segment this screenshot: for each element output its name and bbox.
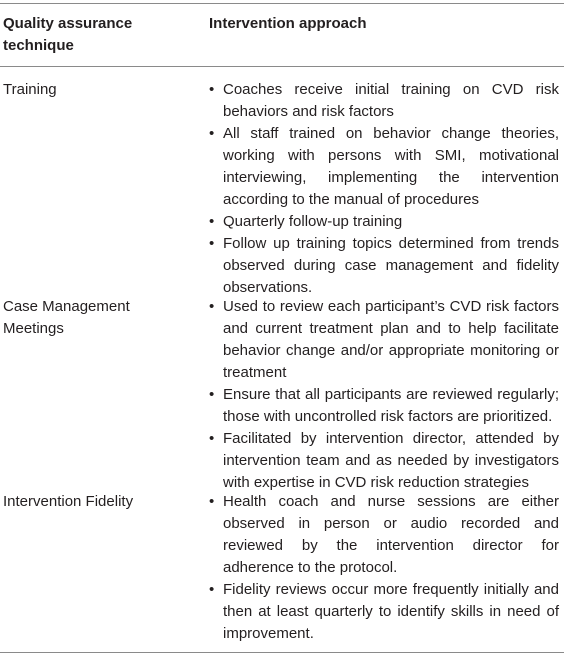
header-approach: Intervention approach xyxy=(209,15,367,32)
header-technique: Quality assurance technique xyxy=(3,15,133,54)
approach-list-training xyxy=(209,79,559,299)
list-item: • Follow up training topics determined from trends observed during case management and fidelity observations. xyxy=(209,233,559,299)
table-bottom-rule xyxy=(0,652,564,653)
technique-training: Training xyxy=(3,81,57,98)
list-item: • Coaches receive initial training on CVD risk behaviors and risk factors xyxy=(209,79,559,123)
list-item: • Ensure that all participants are reviewed regularly; those with uncontrolled risk factors are prioritized. xyxy=(209,384,559,428)
approach-list-intervention-fidelity xyxy=(209,491,559,645)
technique-case-management: Case Management Meetings xyxy=(3,298,130,337)
approach-list-case-management xyxy=(209,296,559,494)
list-item: • Facilitated by intervention director, attended by intervention team and as needed by investigators with expertise in CVD risk reduction strategies xyxy=(209,428,559,494)
technique-intervention-fidelity: Intervention Fidelity xyxy=(3,493,134,510)
list-item: • Health coach and nurse sessions are either observed in person or audio recorded and reviewed by the intervention director for adherence to the protocol. xyxy=(209,491,559,579)
list-item: • Used to review each participant’s CVD risk factors and current treatment plan and to help facilitate behavior change and/or appropriate monitoring or treatment xyxy=(209,296,559,384)
list-item: • Quarterly follow-up training xyxy=(209,211,559,233)
list-item: • All staff trained on behavior change theories, working with persons with SMI, motivational interviewing, implementing the intervention according to the manual of procedures xyxy=(209,123,559,211)
list-item: • Fidelity reviews occur more frequently initially and then at least quarterly to identify skills in need of improvement. xyxy=(209,579,559,645)
table-top-rule xyxy=(0,3,564,4)
header-rule xyxy=(0,66,564,67)
